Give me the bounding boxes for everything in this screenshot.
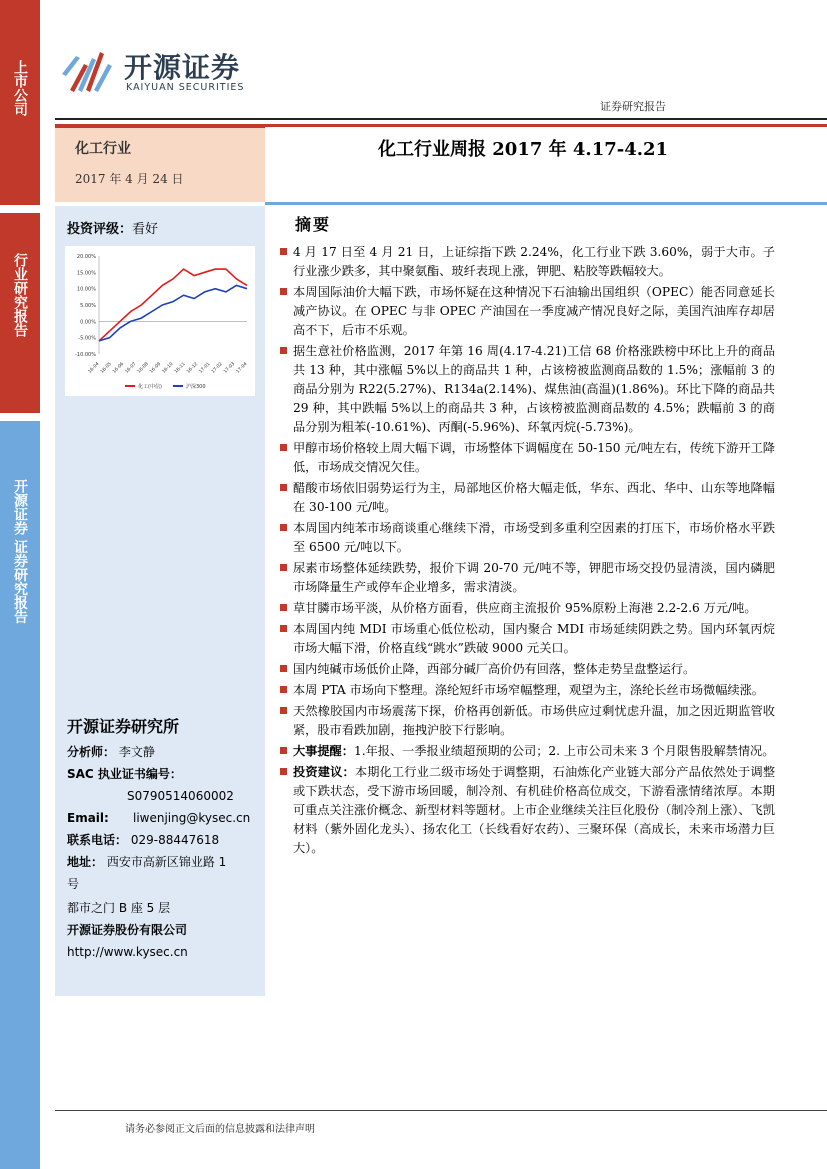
bullet-text: 1.年报、一季报业绩超预期的公司；2. 上市公司未来 3 个月限售股解禁情况。 xyxy=(353,744,775,758)
bullet-marker-icon xyxy=(280,707,287,714)
x-tick-label: 16-06 xyxy=(112,361,126,375)
x-tick-label: 17-03 xyxy=(223,361,237,375)
email-line xyxy=(67,810,109,826)
bullet-marker-icon xyxy=(280,665,287,672)
sac-number: S0790514060002 xyxy=(127,789,234,803)
address-text-3: 都市之门 B 座 5 层 xyxy=(67,901,171,915)
summary-heading: 摘要 xyxy=(295,215,332,234)
bullet-marker-icon xyxy=(280,248,287,255)
kaiyuan-logo xyxy=(62,44,262,96)
bullet-text: 国内纯碱市场低价止降，西部分碱厂高价仍有回落，整体走势呈盘整运行。 xyxy=(293,662,696,676)
report-title: 化工行业周报 2017 年 4.17-4.21 xyxy=(378,139,669,160)
summary-bullet xyxy=(280,702,775,740)
legend-label-0: 化工(中信) xyxy=(138,384,162,390)
bullet-marker-icon xyxy=(280,686,287,693)
bullet-text: 本周国际油价大幅下跌，市场怀疑在这种情况下石油输出国组织（OPEC）能否同意延长减产协议。在 OPEC 与非 OPEC 产油国在一季度减产情况良好之际，美国汽油库存却居高不下，后市不乐观。 xyxy=(293,285,775,337)
investment-rating xyxy=(67,218,158,237)
company-name-text: 开源证券股份有限公司 xyxy=(67,923,188,937)
logo-en: KAIYUAN SECURITIES xyxy=(126,82,245,93)
x-tick-label: 16-04 xyxy=(87,361,101,375)
bullet-text: 天然橡胶国内市场震荡下探，价格再创新低。市场供应过剩忧虑升温，加之因近期监管收紧，股市看跌加剧，拖拽沪胶下行影响。 xyxy=(293,704,775,737)
analyst-label: 分析师： xyxy=(67,745,116,759)
x-tick-label: 16-11 xyxy=(173,361,187,375)
address-text-1: 西安市高新区锦业路 1 xyxy=(106,855,227,869)
bullet-marker-icon xyxy=(280,768,287,775)
x-tick-label: 16-10 xyxy=(161,361,175,375)
summary-bullet xyxy=(280,660,775,679)
y-tick-label: -5.00% xyxy=(78,335,96,342)
y-tick-label: 10.00% xyxy=(76,286,96,293)
x-tick-label: 17-02 xyxy=(210,361,224,375)
strip-gap-2 xyxy=(0,413,40,421)
series-line-0 xyxy=(99,269,247,341)
footer-rule xyxy=(55,1110,827,1111)
title-top-rule xyxy=(265,124,827,127)
bullet-marker-icon xyxy=(280,288,287,295)
website-link[interactable]: http://www.kysec.cn xyxy=(67,945,188,959)
summary-bullet xyxy=(280,479,775,517)
summary-bullet xyxy=(280,559,775,597)
bullet-text: 本周国内纯 MDI 市场重心低位松动，国内聚合 MDI 市场延续阴跌之势。国内环氧丙烷市场大幅下滑，价格直线“跳水”跌破 9000 元关口。 xyxy=(293,622,775,655)
address-text-2: 号 xyxy=(67,877,80,891)
bullet-text: 本周 PTA 市场向下整理。涤纶短纤市场窄幅整理，观望为主，涤纶长丝市场微幅续涨。 xyxy=(293,683,764,697)
sac-label xyxy=(67,766,182,782)
email-link[interactable]: liwenjing@kysec.cn xyxy=(133,811,251,825)
summary-bullet xyxy=(280,763,775,858)
title-bottom-rule xyxy=(265,202,827,205)
bullet-text: 本期化工行业二级市场处于调整期，石油炼化产业链大部分产品依然处于调整或下跌状态，受下游市场回暖，制冷剂、有机硅价格高位成交，下游看涨情绪浓厚。本期可重点关注涨价概念、新型材料等题材。上市企业继续关注巨化股份（制冷剂上涨）、飞凯材料（紫外固化龙头）、扬农化工（长线看好农药）、三聚环保（高成长，未来市场潜力巨大）。 xyxy=(293,765,776,855)
bullet-marker-icon xyxy=(280,347,287,354)
strip-label-brand: 开源证券 证券研究报告 xyxy=(12,479,28,624)
summary-bullet xyxy=(280,599,775,618)
bullet-marker-icon xyxy=(280,625,287,632)
bullet-text: 草甘膦市场平淡，从价格方面看，供应商主流报价 95%原粉上海港 2.2-2.6 万元/吨。 xyxy=(293,601,757,615)
bullet-marker-icon xyxy=(280,564,287,571)
bullet-text: 醋酸市场依旧弱势运行为主，局部地区价格大幅走低，华东、西北、华中、山东等地降幅在 30-100 元/吨。 xyxy=(293,481,775,514)
summary-bullet xyxy=(280,681,775,700)
rating-label: 投资评级： xyxy=(67,222,133,237)
strip-segment-industry xyxy=(0,213,40,413)
rating-value: 看好 xyxy=(132,222,159,237)
bullet-text: 本周国内纯苯市场商谈重心继续下滑，市场受到多重利空因素的打压下，市场价格水平跌至 6500 元/吨以下。 xyxy=(293,521,775,554)
bullet-marker-icon xyxy=(280,444,287,451)
x-tick-label: 16-09 xyxy=(149,361,163,375)
bullet-text: 甲醇市场价格较上周大幅下调，市场整体下调幅度在 50-150 元/吨左右，传统下游开工降低，市场成交情况欠佳。 xyxy=(293,441,775,474)
strip-label-company: 上市公司 xyxy=(12,60,28,116)
summary-bullet xyxy=(280,519,775,557)
bullet-marker-icon xyxy=(280,747,287,754)
strip-label-industry: 行业研究报告 xyxy=(12,253,28,337)
bullet-marker-icon xyxy=(280,524,287,531)
y-tick-label: 15.00% xyxy=(76,270,96,277)
y-tick-label: -10.00% xyxy=(75,352,96,358)
phone-line xyxy=(67,832,219,848)
bullet-marker-icon xyxy=(280,484,287,491)
bullet-text: 尿素市场整体延续跌势，报价下调 20-70 元/吨不等，钾肥市场交投仍显清淡，国内磷肥市场降量生产或停车企业增多，需求清淡。 xyxy=(293,561,775,594)
report-date: 2017 年 4 月 24 日 xyxy=(75,172,184,186)
strip-gap xyxy=(0,205,40,213)
x-tick-label: 16-08 xyxy=(136,361,150,375)
y-tick-label: 5.00% xyxy=(80,303,96,309)
side-strip xyxy=(0,0,40,1169)
summary-bullet xyxy=(280,243,775,281)
x-tick-label: 16-05 xyxy=(99,361,113,375)
footer-disclaimer: 请务必参阅正文后面的信息披露和法律声明 xyxy=(125,1124,315,1135)
series-line-1 xyxy=(99,285,247,341)
bullet-lead: 大事提醒： xyxy=(293,744,354,758)
summary-bullet xyxy=(280,283,775,340)
analyst-line xyxy=(67,744,155,760)
phone-number: 029-88447618 xyxy=(130,833,220,847)
summary-bullet xyxy=(280,439,775,477)
phone-label: 联系电话： xyxy=(67,833,128,847)
logo-mark-icon xyxy=(62,44,122,96)
company-name xyxy=(67,922,187,938)
address-line xyxy=(67,854,226,870)
title-band-left xyxy=(55,124,265,202)
bullet-text: 4 月 17 日至 4 月 21 日，上证综指下跌 2.24%，化工行业下跌 3.60%，弱于大市。子行业涨少跌多，其中聚氨酯、玻纤表现上涨，钾肥、粘胶等跌幅较大。 xyxy=(293,245,775,278)
strip-segment-company xyxy=(0,0,40,205)
analyst-name: 李文静 xyxy=(118,745,155,759)
y-tick-label: 20.00% xyxy=(76,254,96,260)
header-rule xyxy=(55,118,827,120)
left-column xyxy=(55,206,265,996)
x-tick-label: 17-04 xyxy=(235,361,249,375)
summary-bullet xyxy=(280,742,775,761)
industry-label: 化工行业 xyxy=(75,141,131,157)
x-tick-label: 16-12 xyxy=(186,361,200,375)
bullet-lead: 投资建议： xyxy=(293,765,355,779)
performance-chart xyxy=(65,246,255,396)
chart-svg xyxy=(65,246,255,396)
sac-label-text: SAC 执业证书编号： xyxy=(67,767,182,781)
title-band-red-bar xyxy=(55,124,265,128)
x-tick-label: 16-07 xyxy=(124,361,138,375)
legend-label-1: 沪深300 xyxy=(186,384,206,390)
y-tick-label: 0.00% xyxy=(80,319,96,326)
summary-bullets xyxy=(280,243,775,860)
logo-cn: 开源证券 xyxy=(124,51,241,84)
bullet-text: 据生意社价格监测，2017 年第 16 周(4.17-4.21)工信 68 价格涨跌榜中环比上升的商品共 13 种，其中涨幅 5%以上的商品共 1 种，占该榜被监测商品数的 1.5%；涨幅前 3 的商品分别为 R22(5.27%)、R134a(2.14%)、煤焦油(高温)(1.86%)。环比下降的商品共 29 种，其中跌幅 5%以上的商品共 3 种，占该榜被监测商品数的 4.5%；跌幅前 3 的商品分别为粗苯(-10.61%)、丙酮(-5.96%)、环氧丙烷(-5.73%)。 xyxy=(293,344,775,434)
summary-bullet xyxy=(280,342,775,437)
research-firm-name: 开源证券研究所 xyxy=(67,717,180,736)
email-label: Email: xyxy=(67,811,109,825)
bullet-marker-icon xyxy=(280,604,287,611)
header-label: 证券研究报告 xyxy=(600,100,666,113)
x-tick-label: 17-01 xyxy=(198,361,212,375)
summary-bullet xyxy=(280,620,775,658)
strip-segment-brand xyxy=(0,421,40,1169)
address-label: 地址： xyxy=(67,855,104,869)
